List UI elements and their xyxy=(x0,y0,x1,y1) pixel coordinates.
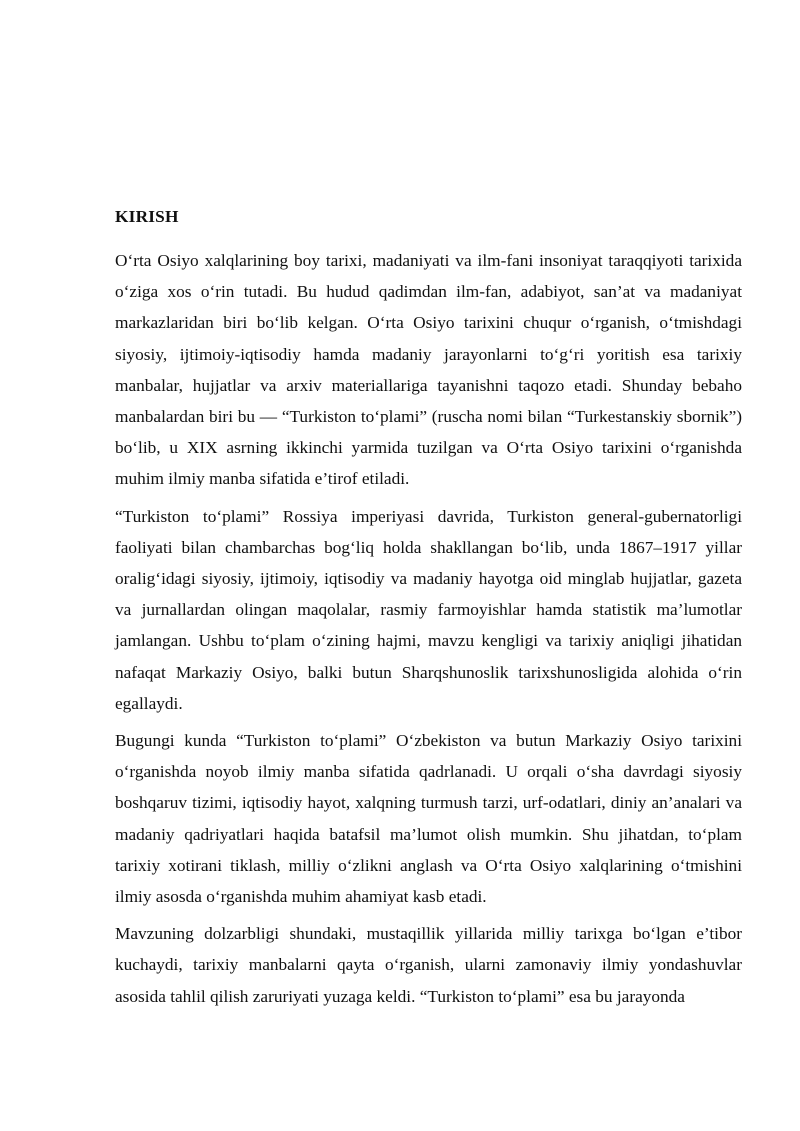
section-heading: KIRISH xyxy=(115,207,179,226)
document-page xyxy=(115,203,742,1018)
paragraph-3: Bugungi kunda “Turkiston to‘plami” O‘zbekiston va butun Markaziy Osiyo tarixini o‘rganishda noyob ilmiy manba sifatida qadrlanadi. U orqali o‘sha davrdagi siyosiy boshqaruv tizimi, iqtisodiy hayot, xalqning turmush tarzi, urf-odatlari, diniy an’analari va madaniy qadriyatlari haqida batafsil ma’lumot olish mumkin. Shu jihatdan, to‘plam tarixiy xotirani tiklash, milliy o‘zlikni anglash va O‘rta Osiyo xalqlarining o‘tmishini ilmiy asosda o‘rganishda muhim ahamiyat kasb etadi. xyxy=(115,731,742,907)
paragraph-2: “Turkiston to‘plami” Rossiya imperiyasi davrida, Turkiston general-gubernatorligi faoliyati bilan chambarchas bog‘liq holda shakllangan bo‘lib, unda 1867–1917 yillar oralig‘idagi siyosiy, ijtimoiy, iqtisodiy va madaniy hayotga oid minglab hujjatlar, gazeta va jurnallardan olingan maqolalar, rasmiy farmoyishlar hamda statistik ma’lumotlar jamlangan. Ushbu to‘plam o‘zining hajmi, mavzu kengligi va tarixiy aniqligi jihatidan nafaqat Markaziy Osiyo, balki butun Sharqshunoslik tarixshunosligida alohida o‘rin egallaydi. xyxy=(115,506,742,713)
paragraph-4: Mavzuning dolzarbligi shundaki, mustaqillik yillarida milliy tarixga bo‘lgan e’tibor kuchaydi, tarixiy manbalarni qayta o‘rganish, ularni zamonaviy ilmiy yondashuvlar asosida tahlil qilish zaruriyati yuzaga keldi. “Turkiston to‘plami” esa bu jarayonda xyxy=(115,924,742,1006)
paragraph-1: O‘rta Osiyo xalqlarining boy tarixi, madaniyati va ilm-fani insoniyat taraqqiyoti tarixida o‘ziga xos o‘rin tutadi. Bu hudud qadimdan ilm-fan, adabiyot, san’at va madaniyat markazlaridan biri bo‘lib kelgan. O‘rta Osiyo tarixini chuqur o‘rganish, o‘tmishdagi siyosiy, ijtimoiy-iqtisodiy hamda madaniy jarayonlarni to‘g‘ri yoritish esa tarixiy manbalar, hujjatlar va arxiv materiallariga tayanishni taqozo etadi. Shunday bebaho manbalardan biri bu — “Turkiston to‘plami” (ruscha nomi bilan “Turkestanskiy sbornik”) bo‘lib, u XIX asrning ikkinchi yarmida tuzilgan va O‘rta Osiyo tarixini o‘rganishda muhim ilmiy manba sifatida e’tirof etiladi. xyxy=(115,251,742,489)
